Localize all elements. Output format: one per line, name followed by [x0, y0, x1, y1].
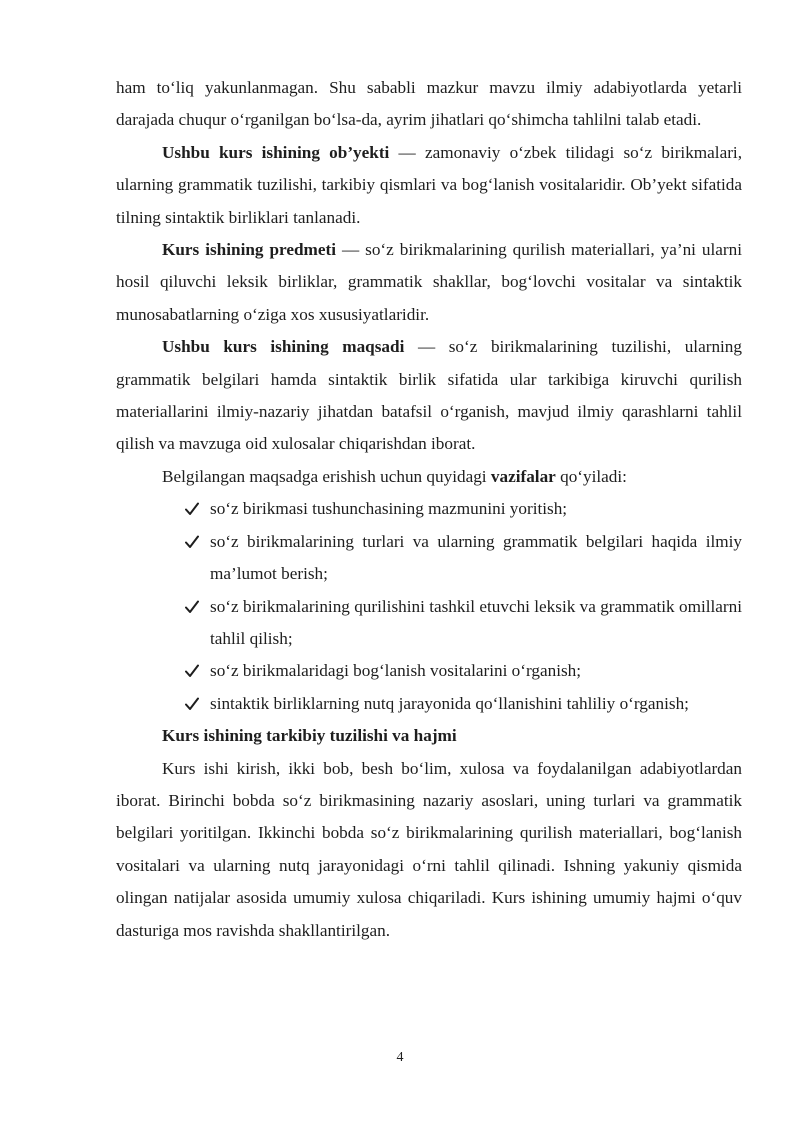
- check-icon: [184, 655, 204, 687]
- task-text: so‘z birikmalarining turlari va ularning grammatik belgilari haqida ilmiy ma’lumot berish;: [210, 531, 742, 584]
- task-text: sintaktik birliklarning nutq jarayonida qo‘llanishini tahliliy o‘rganish;: [210, 693, 689, 713]
- tasks-list: [116, 493, 742, 720]
- page-number: 4: [396, 1050, 404, 1065]
- check-icon: [184, 493, 204, 525]
- task-item: [210, 591, 742, 656]
- check-icon: [184, 526, 204, 558]
- task-text: so‘z birikmalarining qurilishini tashkil etuvchi leksik va grammatik omillarni tahlil qilish;: [210, 596, 742, 648]
- task-item: [210, 526, 742, 591]
- paragraph-object: [116, 137, 742, 234]
- paragraph-intro-continuation: ham to‘liq yakunlanmagan. Shu sababli mazkur mavzu ilmiy adabiyotlarda yetarli darajada chuqur o‘rganilgan bo‘lsa-da, ayrim jihatlari qo‘shimcha tahlilni talab etadi.: [116, 78, 742, 130]
- task-item: [210, 688, 742, 720]
- task-text: so‘z birikmasi tushunchasining mazmunini yoritish;: [210, 499, 568, 519]
- paragraph-goal: [116, 331, 742, 461]
- subject-label: Kurs ishining predmeti: [162, 240, 336, 260]
- paragraph-subject: [116, 234, 742, 331]
- check-icon: [184, 688, 204, 720]
- paragraph-tasks-intro: [116, 461, 742, 493]
- document-page: [116, 72, 742, 947]
- task-item: [210, 493, 742, 525]
- tasks-intro-after: qo‘yiladi:: [555, 466, 627, 486]
- check-icon: [184, 591, 204, 623]
- task-text: so‘z birikmalaridagi bog‘lanish vositalarini o‘rganish;: [210, 661, 582, 681]
- structure-heading: Kurs ishining tarkibiy tuzilishi va hajmi: [162, 726, 457, 746]
- task-item: [210, 655, 742, 687]
- paragraph-structure: Kurs ishi kirish, ikki bob, besh bo‘lim, xulosa va foydalanilgan adabiyotlardan iborat. Birinchi bobda so‘z birikmasining nazariy asoslari, uning turlari va grammatik belgilari yoritilgan. Ikkinchi bobda so‘z birikmalarining qurilish materiallari, bog‘lanish vositalari va ularning nutq jarayonidagi o‘rni tahlil qilinadi. Ishning yakuniy qismida olingan natijalar asosida umumiy xulosa chiqariladi. Kurs ishining umumiy hajmi o‘quv dasturiga mos ravishda shakllantirilgan.: [116, 758, 742, 940]
- object-text: — zamonaviy o‘zbek tilidagi so‘z birikmalari, ularning grammatik tuzilishi, tarkibiy qismlari va bog‘lanish vositalaridir. Ob’yekt sifatida tilning sintaktik birliklari tanlanadi.: [116, 142, 743, 227]
- object-label: Ushbu kurs ishining ob’yekti: [162, 142, 390, 162]
- goal-text: — so‘z birikmalarining tuzilishi, ularning grammatik belgilari hamda sintaktik birlik sifatida ular tarkibiga kiruvchi qurilish materiallarini ilmiy-nazariy jihatdan batafsil o‘rganish, mavjud ilmiy qarashlarni tahlil qilish va mavzuga oid xulosalar chiqarishdan iborat.: [116, 337, 742, 454]
- goal-label: Ushbu kurs ishining maqsadi: [162, 337, 405, 357]
- tasks-intro-bold: vazifalar: [490, 466, 556, 486]
- tasks-intro-before: Belgilangan maqsadga erishish uchun quyidagi: [162, 466, 491, 486]
- subject-text: — so‘z birikmalarining qurilish materiallari, ya’ni ularni hosil qiluvchi leksik birliklar, grammatik shakllar, bog‘lovchi vositalar va sintaktik munosabatlarning o‘ziga xos xususiyatlaridir.: [116, 240, 742, 324]
